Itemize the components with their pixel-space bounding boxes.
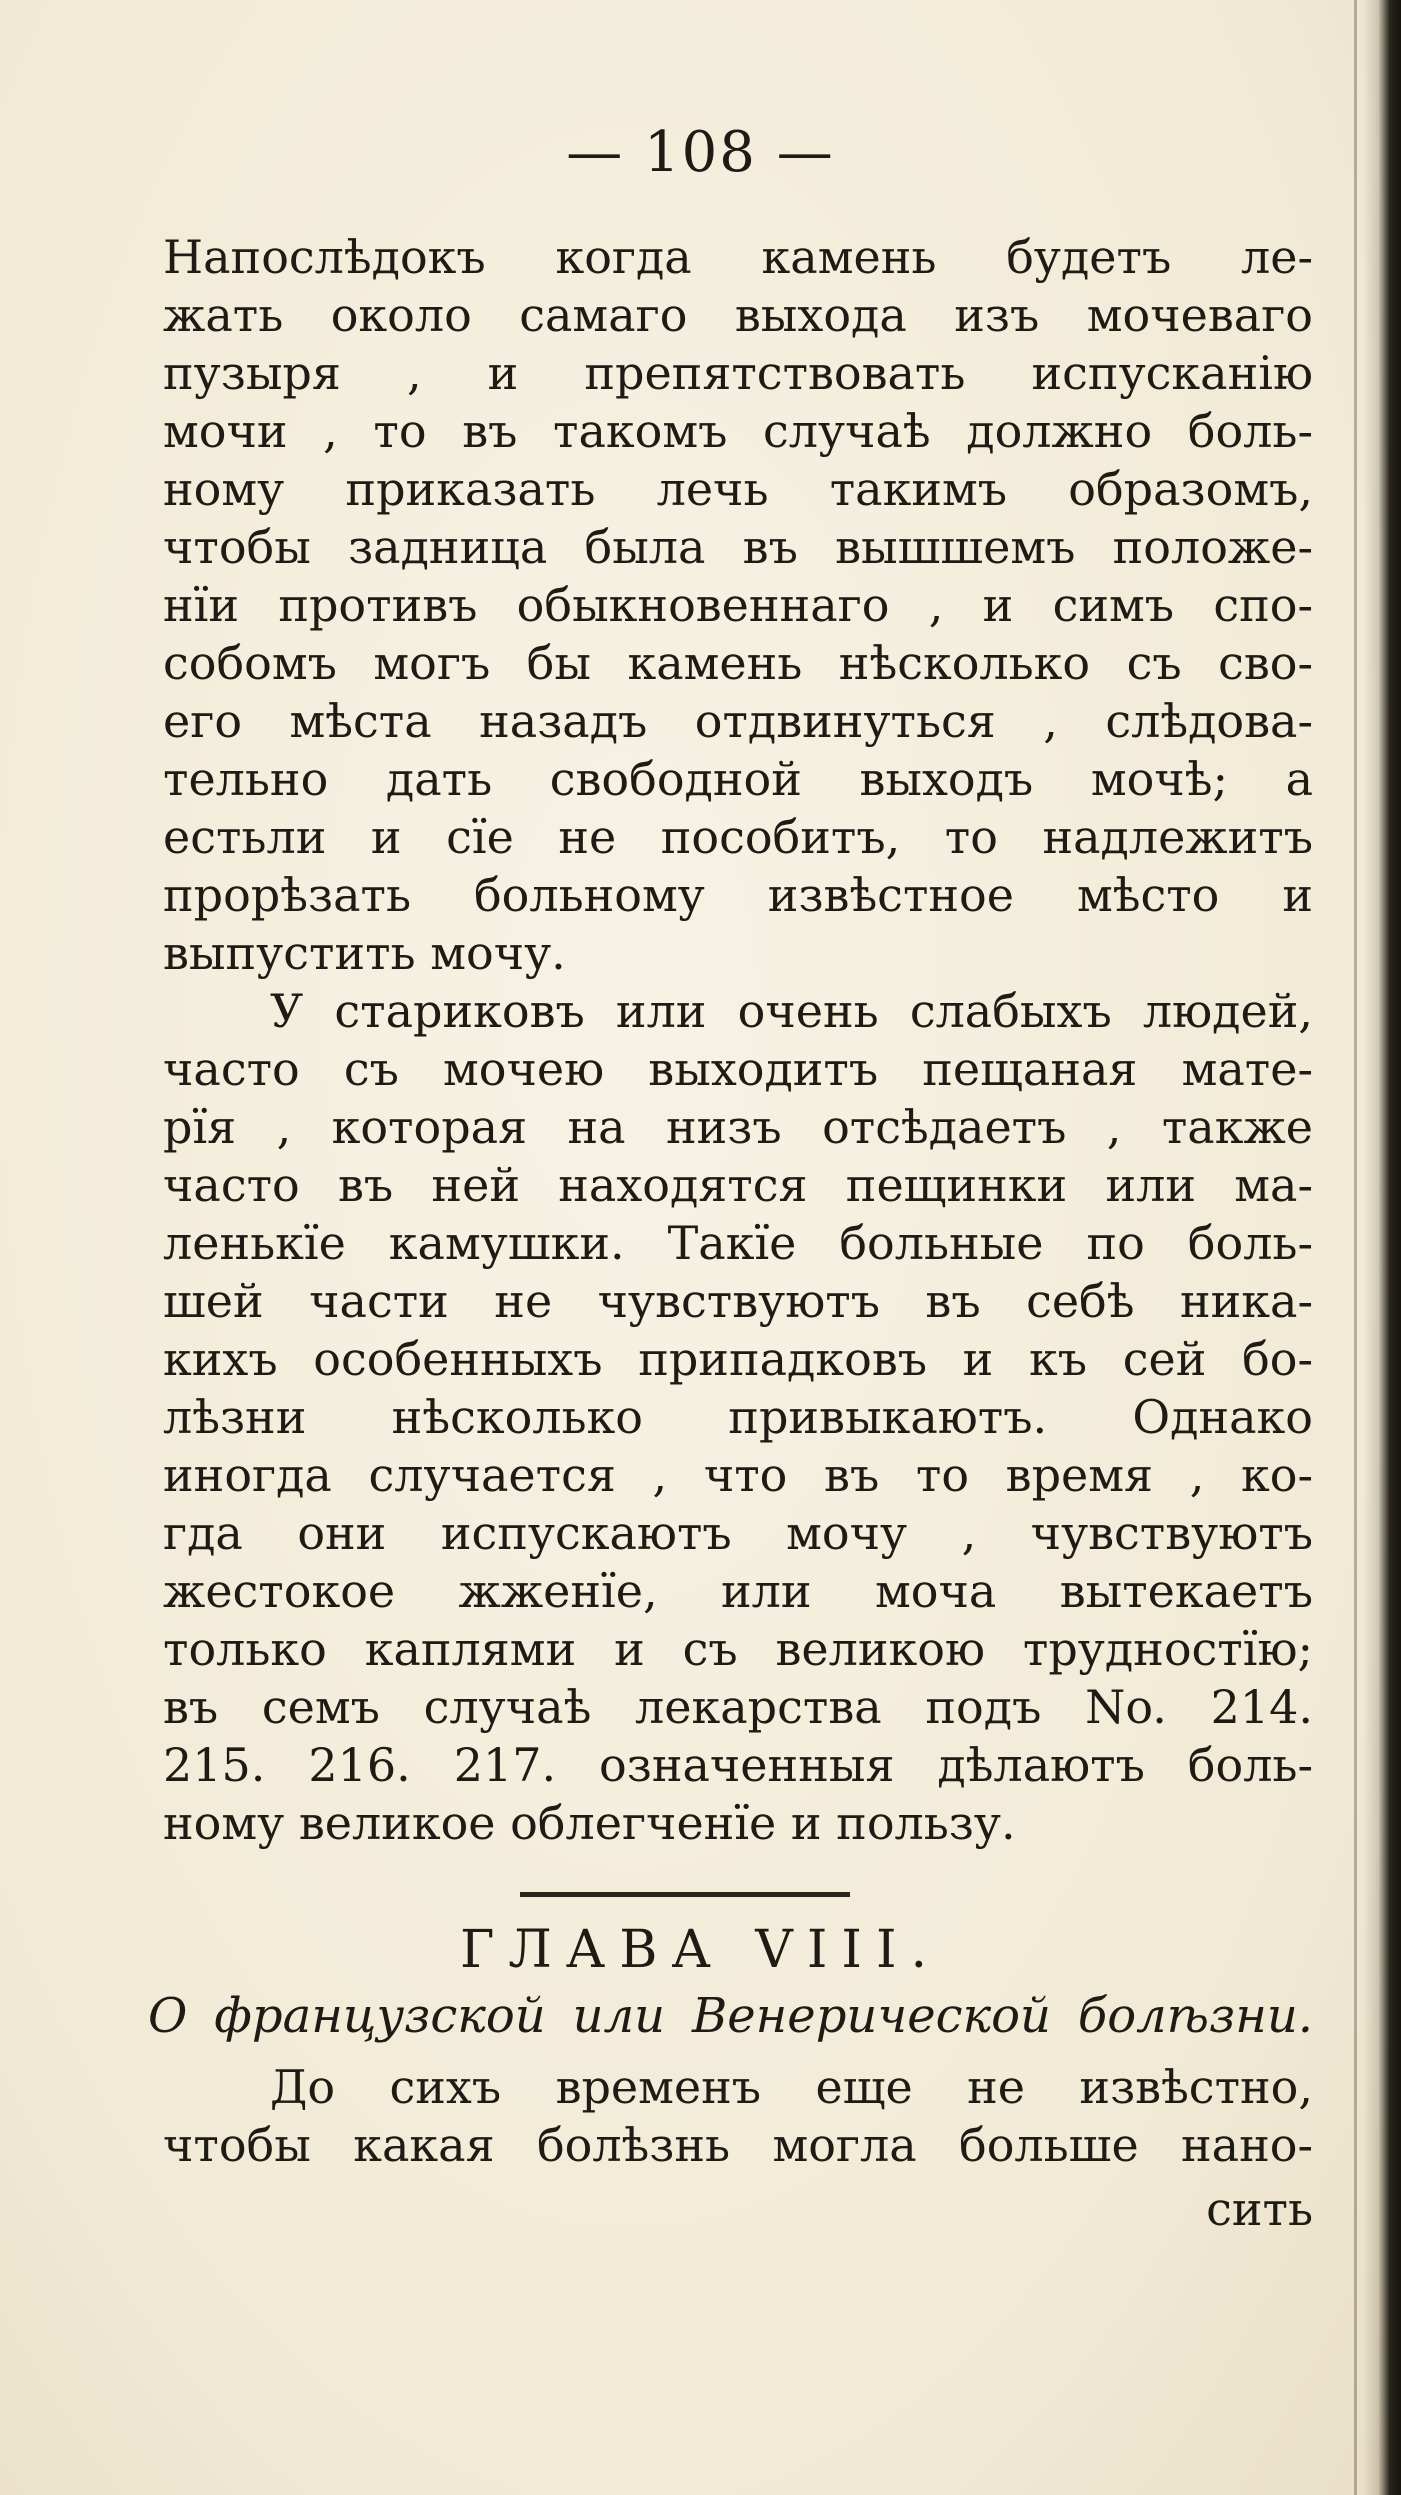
paragraph-first-line: У стариковъ или очень слабыхъ людей,	[270, 984, 1313, 1038]
text-line: прорѣзать больному извѣстное мѣсто и	[163, 868, 1313, 922]
text-line: чтобы какая болѣзнь могла больше нано-	[163, 2118, 1313, 2172]
text-line: ному великое облегченїе и пользу.	[163, 1796, 1016, 1850]
text-line: часто въ ней находятся пещинки или ма-	[163, 1158, 1313, 1212]
page-edge-line	[1354, 0, 1357, 2495]
text-line: пузыря , и препятствовать испусканію	[163, 346, 1313, 400]
text-line: иногда случается , что въ то время , ко-	[163, 1448, 1313, 1502]
text-line: его мѣста назадъ отдвинуться , слѣдова-	[163, 694, 1313, 748]
text-line: выпустить мочу.	[163, 926, 566, 980]
text-line: Напослѣдокъ когда камень будетъ ле-	[163, 230, 1313, 284]
text-line: собомъ могъ бы камень нѣсколько съ сво-	[163, 636, 1313, 690]
text-line: естьли и сїе не пособитъ, то надлежитъ	[163, 810, 1313, 864]
text-line: рїя , которая на низъ отсѣдаетъ , также	[163, 1100, 1313, 1154]
text-line: въ семъ случаѣ лекарства подъ No. 214.	[163, 1680, 1313, 1734]
text-line: ному приказать лечь такимъ образомъ,	[163, 462, 1313, 516]
chapter-heading: ГЛАВА VIII.	[459, 1920, 942, 1980]
page-edge-shadow	[1363, 0, 1401, 2495]
text-line: лѣзни нѣсколько привыкаютъ. Однако	[163, 1390, 1313, 1444]
section-divider	[520, 1892, 850, 1897]
paragraph-first-line: До сихъ временъ еще не извѣстно,	[270, 2060, 1313, 2114]
text-line: мочи , то въ такомъ случаѣ должно боль-	[163, 404, 1313, 458]
text-line: 215. 216. 217. означенныя дѣлаютъ боль-	[163, 1738, 1313, 1792]
chapter-title: О французской или Венерической болѣзни.	[148, 1988, 1313, 2044]
text-line: жестокое жженїе, или моча вытекаетъ	[163, 1564, 1313, 1618]
text-line: часто съ мочею выходитъ пещаная мате-	[163, 1042, 1313, 1096]
text-line: только каплями и съ великою трудностїю;	[163, 1622, 1313, 1676]
text-line: кихъ особенныхъ припадковъ и къ сей бо-	[163, 1332, 1313, 1386]
text-line: гда они испускаютъ мочу , чувствуютъ	[163, 1506, 1313, 1560]
catchword: сить	[1206, 2182, 1313, 2236]
text-line: жать около самаго выхода изъ мочеваго	[163, 288, 1313, 342]
text-line: тельно дать свободной выходъ мочѣ; а	[163, 752, 1313, 806]
page-number: — 108 —	[566, 120, 835, 185]
text-line: ленькїе камушки. Такїе больные по боль-	[163, 1216, 1313, 1270]
text-line: шей части не чувствуютъ въ себѣ ника-	[163, 1274, 1313, 1328]
text-line: нїи противъ обыкновеннаго , и симъ спо-	[163, 578, 1313, 632]
text-line: чтобы задница была въ вышшемъ положе-	[163, 520, 1313, 574]
